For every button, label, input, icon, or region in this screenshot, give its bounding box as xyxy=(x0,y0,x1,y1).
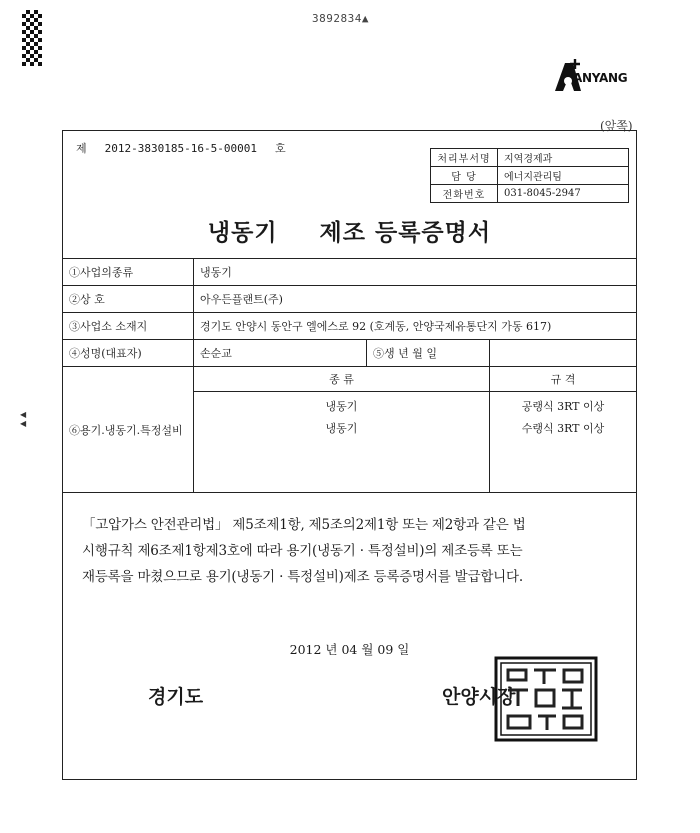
table-row xyxy=(63,367,637,392)
statement-line: 「고압가스 안전관리법」 제5조제1항, 제5조의2제1항 또는 제2항과 같은 법 xyxy=(82,517,526,533)
office-info-row xyxy=(431,149,629,167)
anyang-logo xyxy=(551,55,651,95)
equipment-spec: 공랭식 3RT 이상 xyxy=(521,400,605,413)
office-info-value: 에너지관리팀 xyxy=(498,167,629,185)
equipment-kind: 냉동기 xyxy=(325,400,358,413)
issue-date: 2012 년 04 월 09 일 xyxy=(289,642,410,657)
fax-checker-mark xyxy=(22,10,42,66)
company-label: ②상 호 xyxy=(63,286,194,313)
logo-text: ANYANG xyxy=(573,71,628,85)
company-value: 아우든플랜트(주) xyxy=(194,286,637,313)
office-info-value: 031-8045-2947 xyxy=(498,185,629,203)
office-info-key: 담 당 xyxy=(431,167,498,185)
business-type-value: 냉동기 xyxy=(194,259,637,286)
document-number: 제 2012-3830185-16-5-00001 호 xyxy=(76,142,286,155)
office-info-value: 지역경제과 xyxy=(498,149,629,167)
table-row xyxy=(63,340,637,367)
office-info-row xyxy=(431,167,629,185)
certification-statement xyxy=(82,512,627,590)
office-info-row xyxy=(431,185,629,203)
office-info-key: 처리부서명 xyxy=(431,149,498,167)
table-row xyxy=(63,313,637,340)
table-row xyxy=(63,286,637,313)
equipment-spec: 수랭식 3RT 이상 xyxy=(521,422,605,435)
official-seal xyxy=(494,656,599,743)
kind-header: 종 류 xyxy=(194,367,490,392)
document-title: 냉동기 제조 등록증명서 xyxy=(207,220,492,246)
statement-line: 재등록을 마쳤으므로 용기(냉동기 · 특정설비)제조 등록증명서를 발급합니다. xyxy=(82,569,523,585)
office-info-key: 전화번호 xyxy=(431,185,498,203)
equipment-kind: 냉동기 xyxy=(325,422,358,435)
birth-value xyxy=(490,340,637,367)
representative-value: 손순교 xyxy=(194,340,367,367)
registration-table xyxy=(62,258,637,493)
address-label: ③사업소 소재지 xyxy=(63,313,194,340)
fax-number: 3892834▲ xyxy=(312,12,369,25)
representative-label: ④성명(대표자) xyxy=(63,340,194,367)
office-info-table xyxy=(430,148,629,203)
statement-line: 시행규칙 제6조제1항제3호에 따라 용기(냉동기 · 특정설비)의 제조등록 또는 xyxy=(82,543,523,559)
spec-header: 규 격 xyxy=(490,367,637,392)
equipment-kind-cell xyxy=(194,392,490,493)
issuer-mayor: 안양시장 xyxy=(442,686,516,708)
equipment-label: ⑥용기.냉동기.특정설비 xyxy=(63,367,194,493)
address-value: 경기도 안양시 동안구 엘에스로 92 (호계동, 안양국제유통단지 가동 617) xyxy=(194,313,637,340)
business-type-label: ①사업의종류 xyxy=(63,259,194,286)
issuer-province: 경기도 xyxy=(148,686,204,708)
birth-label: ⑤생 년 월 일 xyxy=(367,340,490,367)
equipment-spec-cell xyxy=(490,392,637,493)
table-row xyxy=(63,259,637,286)
front-side-mark: (앞쪽) xyxy=(600,119,633,133)
edge-arrow-icon: ◀ ◀ xyxy=(20,410,27,428)
